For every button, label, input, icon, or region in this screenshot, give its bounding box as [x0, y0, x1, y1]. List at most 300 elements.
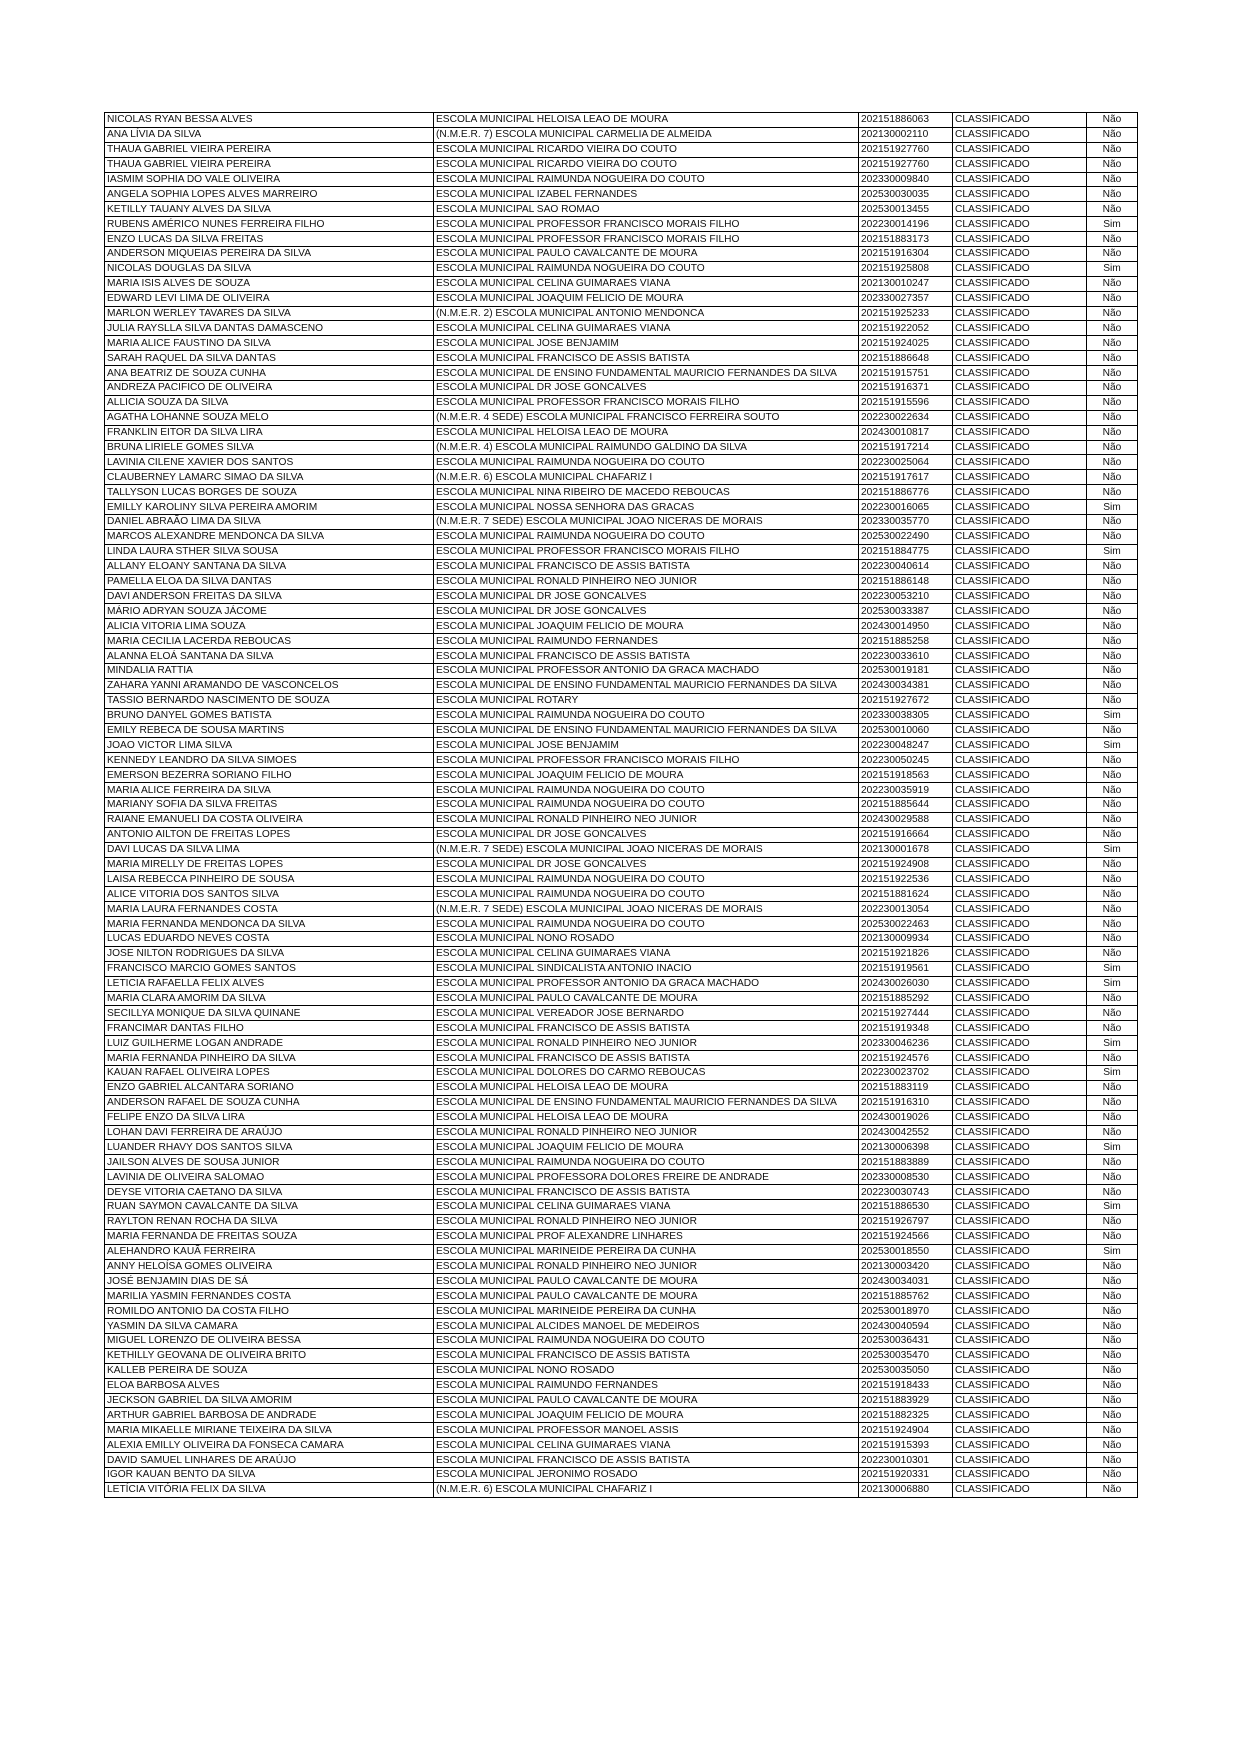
student-name-cell: KAUAN RAFAEL OLIVEIRA LOPES	[105, 1066, 434, 1081]
school-cell: ESCOLA MUNICIPAL DR JOSE GONCALVES	[434, 857, 859, 872]
registration-cell: 202330038305	[859, 708, 953, 723]
flag-cell: Não	[1087, 529, 1138, 544]
flag-cell: Não	[1087, 887, 1138, 902]
flag-cell: Não	[1087, 1393, 1138, 1408]
table-row	[105, 634, 1138, 649]
flag-cell: Não	[1087, 1006, 1138, 1021]
flag-cell: Não	[1087, 485, 1138, 500]
student-name-cell: IGOR KAUAN BENTO DA SILVA	[105, 1468, 434, 1483]
student-name-cell: YASMIN DA SILVA CAMARA	[105, 1319, 434, 1334]
school-cell: ESCOLA MUNICIPAL CELINA GUIMARAES VIANA	[434, 1438, 859, 1453]
status-cell: CLASSIFICADO	[953, 872, 1087, 887]
registration-cell: 202530033387	[859, 604, 953, 619]
status-cell: CLASSIFICADO	[953, 1244, 1087, 1259]
school-cell: (N.M.E.R. 2) ESCOLA MUNICIPAL ANTONIO MENDONCA	[434, 306, 859, 321]
table-row	[105, 917, 1138, 932]
student-name-cell: RAYLTON RENAN ROCHA DA SILVA	[105, 1214, 434, 1229]
student-name-cell: LETICIA RAFAELLA FELIX ALVES	[105, 976, 434, 991]
table-row	[105, 291, 1138, 306]
status-cell: CLASSIFICADO	[953, 455, 1087, 470]
student-name-cell: MARIA ISIS ALVES DE SOUZA	[105, 276, 434, 291]
flag-cell: Não	[1087, 783, 1138, 798]
registration-cell: 202230050245	[859, 753, 953, 768]
table-row	[105, 961, 1138, 976]
flag-cell: Não	[1087, 1423, 1138, 1438]
status-cell: CLASSIFICADO	[953, 500, 1087, 515]
registration-cell: 202530022490	[859, 529, 953, 544]
student-name-cell: MARIA FERNANDA PINHEIRO DA SILVA	[105, 1051, 434, 1066]
status-cell: CLASSIFICADO	[953, 812, 1087, 827]
status-cell: CLASSIFICADO	[953, 1080, 1087, 1095]
registration-cell: 202230033610	[859, 649, 953, 664]
student-name-cell: LAISA REBECCA PINHEIRO DE SOUSA	[105, 872, 434, 887]
flag-cell: Não	[1087, 321, 1138, 336]
flag-cell: Não	[1087, 693, 1138, 708]
student-name-cell: ANGELA SOPHIA LOPES ALVES MARREIRO	[105, 187, 434, 202]
table-row	[105, 1408, 1138, 1423]
registration-cell: 202151924576	[859, 1051, 953, 1066]
flag-cell: Sim	[1087, 1140, 1138, 1155]
status-cell: CLASSIFICADO	[953, 113, 1087, 128]
flag-cell: Não	[1087, 1334, 1138, 1349]
flag-cell: Não	[1087, 366, 1138, 381]
school-cell: ESCOLA MUNICIPAL HELOISA LEAO DE MOURA	[434, 113, 859, 128]
school-cell: (N.M.E.R. 6) ESCOLA MUNICIPAL CHAFARIZ I	[434, 1482, 859, 1497]
school-cell: ESCOLA MUNICIPAL JOAQUIM FELICIO DE MOURA	[434, 1140, 859, 1155]
table-row	[105, 1244, 1138, 1259]
status-cell: CLASSIFICADO	[953, 1036, 1087, 1051]
student-name-cell: BRUNO DANYEL GOMES BATISTA	[105, 708, 434, 723]
table-row	[105, 827, 1138, 842]
flag-cell: Não	[1087, 291, 1138, 306]
flag-cell: Não	[1087, 1378, 1138, 1393]
student-name-cell: EMILLY KAROLINY SILVA PEREIRA AMORIM	[105, 500, 434, 515]
table-row	[105, 529, 1138, 544]
table-row	[105, 1423, 1138, 1438]
status-cell: CLASSIFICADO	[953, 1200, 1087, 1215]
table-row	[105, 753, 1138, 768]
registration-cell: 202151927444	[859, 1006, 953, 1021]
registration-cell: 202530035470	[859, 1348, 953, 1363]
registration-cell: 202151917617	[859, 470, 953, 485]
school-cell: ESCOLA MUNICIPAL RAIMUNDO FERNANDES	[434, 1378, 859, 1393]
flag-cell: Não	[1087, 1274, 1138, 1289]
table-row	[105, 1110, 1138, 1125]
status-cell: CLASSIFICADO	[953, 753, 1087, 768]
table-row	[105, 931, 1138, 946]
registration-cell: 202230013054	[859, 902, 953, 917]
status-cell: CLASSIFICADO	[953, 321, 1087, 336]
flag-cell: Sim	[1087, 738, 1138, 753]
table-row	[105, 708, 1138, 723]
student-name-cell: MÁRIO ADRYAN SOUZA JÁCOME	[105, 604, 434, 619]
flag-cell: Sim	[1087, 708, 1138, 723]
student-name-cell: KETHILLY GEOVANA DE OLIVEIRA BRITO	[105, 1348, 434, 1363]
table-row	[105, 202, 1138, 217]
student-name-cell: IASMIM SOPHIA DO VALE OLIVEIRA	[105, 172, 434, 187]
student-name-cell: DANIEL ABRAÃO LIMA DA SILVA	[105, 515, 434, 530]
school-cell: ESCOLA MUNICIPAL JOSE BENJAMIM	[434, 738, 859, 753]
student-name-cell: MARCOS ALEXANDRE MENDONCA DA SILVA	[105, 529, 434, 544]
flag-cell: Não	[1087, 440, 1138, 455]
school-cell: ESCOLA MUNICIPAL CELINA GUIMARAES VIANA	[434, 276, 859, 291]
status-cell: CLASSIFICADO	[953, 559, 1087, 574]
school-cell: ESCOLA MUNICIPAL PAULO CAVALCANTE DE MOURA	[434, 991, 859, 1006]
status-cell: CLASSIFICADO	[953, 1259, 1087, 1274]
registration-cell: 202430034381	[859, 678, 953, 693]
flag-cell: Não	[1087, 1468, 1138, 1483]
registration-cell: 202151885644	[859, 797, 953, 812]
flag-cell: Não	[1087, 187, 1138, 202]
flag-cell: Não	[1087, 142, 1138, 157]
registration-cell: 202530018550	[859, 1244, 953, 1259]
table-row	[105, 157, 1138, 172]
status-cell: CLASSIFICADO	[953, 797, 1087, 812]
status-cell: CLASSIFICADO	[953, 1170, 1087, 1185]
registration-cell: 202151927760	[859, 157, 953, 172]
table-row	[105, 872, 1138, 887]
school-cell: ESCOLA MUNICIPAL DE ENSINO FUNDAMENTAL MAURICIO FERNANDES DA SILVA	[434, 1095, 859, 1110]
registration-cell: 202151915596	[859, 395, 953, 410]
student-name-cell: BRUNA LIRIELE GOMES SILVA	[105, 440, 434, 455]
table-row	[105, 276, 1138, 291]
table-row	[105, 1378, 1138, 1393]
school-cell: ESCOLA MUNICIPAL RAIMUNDA NOGUEIRA DO COUTO	[434, 172, 859, 187]
registration-cell: 202330009840	[859, 172, 953, 187]
school-cell: ESCOLA MUNICIPAL RICARDO VIEIRA DO COUTO	[434, 157, 859, 172]
table-row	[105, 604, 1138, 619]
registration-cell: 202151927760	[859, 142, 953, 157]
status-cell: CLASSIFICADO	[953, 1334, 1087, 1349]
table-row	[105, 1066, 1138, 1081]
registration-cell: 202430029588	[859, 812, 953, 827]
status-cell: CLASSIFICADO	[953, 1438, 1087, 1453]
registration-cell: 202330008530	[859, 1170, 953, 1185]
school-cell: ESCOLA MUNICIPAL JOAQUIM FELICIO DE MOURA	[434, 291, 859, 306]
table-row	[105, 1036, 1138, 1051]
student-name-cell: MARIA LAURA FERNANDES COSTA	[105, 902, 434, 917]
school-cell: ESCOLA MUNICIPAL PAULO CAVALCANTE DE MOURA	[434, 1289, 859, 1304]
status-cell: CLASSIFICADO	[953, 1319, 1087, 1334]
status-cell: CLASSIFICADO	[953, 217, 1087, 232]
student-name-cell: DAVID SAMUEL LINHARES DE ARAÚJO	[105, 1453, 434, 1468]
flag-cell: Não	[1087, 634, 1138, 649]
flag-cell: Sim	[1087, 1036, 1138, 1051]
status-cell: CLASSIFICADO	[953, 887, 1087, 902]
school-cell: ESCOLA MUNICIPAL DR JOSE GONCALVES	[434, 604, 859, 619]
school-cell: (N.M.E.R. 7 SEDE) ESCOLA MUNICIPAL JOAO NICERAS DE MORAIS	[434, 842, 859, 857]
flag-cell: Não	[1087, 172, 1138, 187]
table-row	[105, 351, 1138, 366]
student-name-cell: NICOLAS RYAN BESSA ALVES	[105, 113, 434, 128]
status-cell: CLASSIFICADO	[953, 1304, 1087, 1319]
school-cell: ESCOLA MUNICIPAL RAIMUNDA NOGUEIRA DO COUTO	[434, 1155, 859, 1170]
table-row	[105, 515, 1138, 530]
flag-cell: Não	[1087, 336, 1138, 351]
registration-cell: 202151885292	[859, 991, 953, 1006]
flag-cell: Não	[1087, 1304, 1138, 1319]
student-name-cell: JECKSON GABRIEL DA SILVA AMORIM	[105, 1393, 434, 1408]
student-name-cell: LAVINIA CILENE XAVIER DOS SANTOS	[105, 455, 434, 470]
status-cell: CLASSIFICADO	[953, 515, 1087, 530]
school-cell: ESCOLA MUNICIPAL PAULO CAVALCANTE DE MOURA	[434, 1393, 859, 1408]
table-row	[105, 812, 1138, 827]
student-name-cell: ZAHARA YANNI ARAMANDO DE VASCONCELOS	[105, 678, 434, 693]
student-name-cell: MARIANY SOFIA DA SILVA FREITAS	[105, 797, 434, 812]
registration-cell: 202330035770	[859, 515, 953, 530]
table-row	[105, 1095, 1138, 1110]
flag-cell: Não	[1087, 812, 1138, 827]
table-row	[105, 127, 1138, 142]
student-name-cell: LAVINIA DE OLIVEIRA SALOMAO	[105, 1170, 434, 1185]
flag-cell: Não	[1087, 827, 1138, 842]
status-cell: CLASSIFICADO	[953, 961, 1087, 976]
table-row	[105, 1453, 1138, 1468]
flag-cell: Não	[1087, 1438, 1138, 1453]
school-cell: ESCOLA MUNICIPAL CELINA GUIMARAES VIANA	[434, 1200, 859, 1215]
student-name-cell: THAUA GABRIEL VIEIRA PEREIRA	[105, 142, 434, 157]
student-name-cell: MARIA FERNANDA DE FREITAS SOUZA	[105, 1229, 434, 1244]
school-cell: ESCOLA MUNICIPAL PROFESSOR MANOEL ASSIS	[434, 1423, 859, 1438]
student-name-cell: ANA BEATRIZ DE SOUZA CUNHA	[105, 366, 434, 381]
school-cell: ESCOLA MUNICIPAL RAIMUNDA NOGUEIRA DO COUTO	[434, 872, 859, 887]
registration-cell: 202151926797	[859, 1214, 953, 1229]
status-cell: CLASSIFICADO	[953, 1348, 1087, 1363]
student-name-cell: KALLEB PEREIRA DE SOUZA	[105, 1363, 434, 1378]
status-cell: CLASSIFICADO	[953, 395, 1087, 410]
student-name-cell: EMERSON BEZERRA SORIANO FILHO	[105, 768, 434, 783]
flag-cell: Não	[1087, 559, 1138, 574]
student-name-cell: MARIA MIKAELLE MIRIANE TEIXEIRA DA SILVA	[105, 1423, 434, 1438]
status-cell: CLASSIFICADO	[953, 663, 1087, 678]
registration-cell: 202530018970	[859, 1304, 953, 1319]
table-row	[105, 440, 1138, 455]
flag-cell: Não	[1087, 917, 1138, 932]
status-cell: CLASSIFICADO	[953, 381, 1087, 396]
flag-cell: Não	[1087, 723, 1138, 738]
table-row	[105, 247, 1138, 262]
flag-cell: Não	[1087, 202, 1138, 217]
flag-cell: Sim	[1087, 1200, 1138, 1215]
school-cell: ESCOLA MUNICIPAL NONO ROSADO	[434, 1363, 859, 1378]
flag-cell: Não	[1087, 946, 1138, 961]
table-body	[105, 113, 1138, 1498]
school-cell: ESCOLA MUNICIPAL CELINA GUIMARAES VIANA	[434, 321, 859, 336]
flag-cell: Não	[1087, 1155, 1138, 1170]
table-row	[105, 1051, 1138, 1066]
status-cell: CLASSIFICADO	[953, 1289, 1087, 1304]
table-row	[105, 1363, 1138, 1378]
table-row	[105, 738, 1138, 753]
school-cell: (N.M.E.R. 7 SEDE) ESCOLA MUNICIPAL JOAO NICERAS DE MORAIS	[434, 902, 859, 917]
student-name-cell: TASSIO BERNARDO NASCIMENTO DE SOUZA	[105, 693, 434, 708]
student-name-cell: MARIA CLARA AMORIM DA SILVA	[105, 991, 434, 1006]
student-name-cell: ALICE VITORIA DOS SANTOS SILVA	[105, 887, 434, 902]
registration-cell: 202151916664	[859, 827, 953, 842]
status-cell: CLASSIFICADO	[953, 291, 1087, 306]
flag-cell: Não	[1087, 113, 1138, 128]
student-name-cell: LUANDER RHAVY DOS SANTOS SILVA	[105, 1140, 434, 1155]
table-row	[105, 797, 1138, 812]
school-cell: (N.M.E.R. 6) ESCOLA MUNICIPAL CHAFARIZ I	[434, 470, 859, 485]
status-cell: CLASSIFICADO	[953, 1274, 1087, 1289]
status-cell: CLASSIFICADO	[953, 336, 1087, 351]
registration-cell: 202530035050	[859, 1363, 953, 1378]
flag-cell: Sim	[1087, 500, 1138, 515]
table-row	[105, 425, 1138, 440]
status-cell: CLASSIFICADO	[953, 1468, 1087, 1483]
status-cell: CLASSIFICADO	[953, 306, 1087, 321]
table-row	[105, 619, 1138, 634]
flag-cell: Não	[1087, 604, 1138, 619]
registration-cell: 202430010817	[859, 425, 953, 440]
flag-cell: Não	[1087, 1170, 1138, 1185]
student-name-cell: KETILLY TAUANY ALVES DA SILVA	[105, 202, 434, 217]
registration-cell: 202151885762	[859, 1289, 953, 1304]
student-name-cell: MARLON WERLEY TAVARES DA SILVA	[105, 306, 434, 321]
status-cell: CLASSIFICADO	[953, 1423, 1087, 1438]
student-name-cell: MARIA FERNANDA MENDONCA DA SILVA	[105, 917, 434, 932]
student-name-cell: JAILSON ALVES DE SOUSA JUNIOR	[105, 1155, 434, 1170]
student-name-cell: AGATHA LOHANNE SOUZA MELO	[105, 410, 434, 425]
registration-cell: 202151925808	[859, 261, 953, 276]
flag-cell: Não	[1087, 157, 1138, 172]
status-cell: CLASSIFICADO	[953, 738, 1087, 753]
flag-cell: Não	[1087, 589, 1138, 604]
registration-cell: 202430042552	[859, 1125, 953, 1140]
table-row	[105, 172, 1138, 187]
flag-cell: Não	[1087, 395, 1138, 410]
flag-cell: Não	[1087, 1348, 1138, 1363]
table-row	[105, 1140, 1138, 1155]
school-cell: ESCOLA MUNICIPAL DE ENSINO FUNDAMENTAL MAURICIO FERNANDES DA SILVA	[434, 723, 859, 738]
status-cell: CLASSIFICADO	[953, 1393, 1087, 1408]
student-name-cell: ENZO LUCAS DA SILVA FREITAS	[105, 232, 434, 247]
school-cell: ESCOLA MUNICIPAL SINDICALISTA ANTONIO INACIO	[434, 961, 859, 976]
registration-cell: 202230022634	[859, 410, 953, 425]
student-name-cell: ARTHUR GABRIEL BARBOSA DE ANDRADE	[105, 1408, 434, 1423]
registration-cell: 202151918433	[859, 1378, 953, 1393]
status-cell: CLASSIFICADO	[953, 1066, 1087, 1081]
school-cell: ESCOLA MUNICIPAL RONALD PINHEIRO NEO JUNIOR	[434, 1036, 859, 1051]
status-cell: CLASSIFICADO	[953, 1482, 1087, 1497]
table-row	[105, 1334, 1138, 1349]
table-row	[105, 663, 1138, 678]
registration-cell: 202151924025	[859, 336, 953, 351]
student-name-cell: ALLANY ELOANY SANTANA DA SILVA	[105, 559, 434, 574]
student-name-cell: JOAO VICTOR LIMA SILVA	[105, 738, 434, 753]
registration-cell: 202151917214	[859, 440, 953, 455]
registration-cell: 202330027357	[859, 291, 953, 306]
registration-cell: 202151881624	[859, 887, 953, 902]
table-row	[105, 976, 1138, 991]
school-cell: ESCOLA MUNICIPAL DE ENSINO FUNDAMENTAL MAURICIO FERNANDES DA SILVA	[434, 366, 859, 381]
status-cell: CLASSIFICADO	[953, 187, 1087, 202]
registration-cell: 202330046236	[859, 1036, 953, 1051]
table-row	[105, 1021, 1138, 1036]
registration-cell: 202151884775	[859, 544, 953, 559]
student-name-cell: LOHAN DAVI FERREIRA DE ARAÚJO	[105, 1125, 434, 1140]
school-cell: ESCOLA MUNICIPAL PROFESSOR FRANCISCO MORAIS FILHO	[434, 753, 859, 768]
flag-cell: Não	[1087, 1363, 1138, 1378]
registration-cell: 202151882325	[859, 1408, 953, 1423]
school-cell: ESCOLA MUNICIPAL PAULO CAVALCANTE DE MOURA	[434, 1274, 859, 1289]
status-cell: CLASSIFICADO	[953, 723, 1087, 738]
table-row	[105, 1125, 1138, 1140]
status-cell: CLASSIFICADO	[953, 1110, 1087, 1125]
table-row	[105, 142, 1138, 157]
school-cell: (N.M.E.R. 4) ESCOLA MUNICIPAL RAIMUNDO GALDINO DA SILVA	[434, 440, 859, 455]
status-cell: CLASSIFICADO	[953, 976, 1087, 991]
status-cell: CLASSIFICADO	[953, 410, 1087, 425]
table-row	[105, 1348, 1138, 1363]
school-cell: ESCOLA MUNICIPAL JOAQUIM FELICIO DE MOURA	[434, 768, 859, 783]
student-name-cell: CLAUBERNEY LAMARC SIMAO DA SILVA	[105, 470, 434, 485]
registration-cell: 202151886063	[859, 113, 953, 128]
school-cell: ESCOLA MUNICIPAL RAIMUNDA NOGUEIRA DO COUTO	[434, 783, 859, 798]
school-cell: ESCOLA MUNICIPAL RAIMUNDO FERNANDES	[434, 634, 859, 649]
registration-cell: 202151924908	[859, 857, 953, 872]
flag-cell: Não	[1087, 455, 1138, 470]
status-cell: CLASSIFICADO	[953, 425, 1087, 440]
status-cell: CLASSIFICADO	[953, 1229, 1087, 1244]
flag-cell: Não	[1087, 1214, 1138, 1229]
status-cell: CLASSIFICADO	[953, 768, 1087, 783]
student-name-cell: MARIA ALICE FAUSTINO DA SILVA	[105, 336, 434, 351]
table-row	[105, 946, 1138, 961]
table-row	[105, 1289, 1138, 1304]
student-name-cell: PAMELLA ELOA DA SILVA DANTAS	[105, 574, 434, 589]
status-cell: CLASSIFICADO	[953, 440, 1087, 455]
school-cell: ESCOLA MUNICIPAL RAIMUNDA NOGUEIRA DO COUTO	[434, 529, 859, 544]
status-cell: CLASSIFICADO	[953, 1155, 1087, 1170]
registration-cell: 202230010301	[859, 1453, 953, 1468]
flag-cell: Não	[1087, 351, 1138, 366]
status-cell: CLASSIFICADO	[953, 1021, 1087, 1036]
status-cell: CLASSIFICADO	[953, 991, 1087, 1006]
flag-cell: Não	[1087, 1259, 1138, 1274]
flag-cell: Não	[1087, 574, 1138, 589]
table-row	[105, 1006, 1138, 1021]
registration-cell: 202151883889	[859, 1155, 953, 1170]
student-name-cell: ALANNA ELOÁ SANTANA DA SILVA	[105, 649, 434, 664]
table-row	[105, 1229, 1138, 1244]
student-name-cell: MIGUEL LORENZO DE OLIVEIRA BESSA	[105, 1334, 434, 1349]
student-name-cell: THAUA GABRIEL VIEIRA PEREIRA	[105, 157, 434, 172]
table-row	[105, 768, 1138, 783]
flag-cell: Não	[1087, 381, 1138, 396]
school-cell: ESCOLA MUNICIPAL RONALD PINHEIRO NEO JUNIOR	[434, 1259, 859, 1274]
school-cell: ESCOLA MUNICIPAL PROFESSOR ANTONIO DA GRACA MACHADO	[434, 663, 859, 678]
flag-cell: Não	[1087, 1453, 1138, 1468]
school-cell: ESCOLA MUNICIPAL JOSE BENJAMIM	[434, 336, 859, 351]
flag-cell: Não	[1087, 127, 1138, 142]
student-name-cell: ANDERSON MIQUEIAS PEREIRA DA SILVA	[105, 247, 434, 262]
status-cell: CLASSIFICADO	[953, 827, 1087, 842]
registration-cell: 202151922052	[859, 321, 953, 336]
school-cell: ESCOLA MUNICIPAL PROFESSOR FRANCISCO MORAIS FILHO	[434, 232, 859, 247]
status-cell: CLASSIFICADO	[953, 1453, 1087, 1468]
table-row	[105, 1185, 1138, 1200]
registration-cell: 202151919348	[859, 1021, 953, 1036]
registration-cell: 202151883929	[859, 1393, 953, 1408]
registration-cell: 202230048247	[859, 738, 953, 753]
table-row	[105, 723, 1138, 738]
school-cell: ESCOLA MUNICIPAL PROFESSOR ANTONIO DA GRACA MACHADO	[434, 976, 859, 991]
registration-cell: 202130006398	[859, 1140, 953, 1155]
status-cell: CLASSIFICADO	[953, 649, 1087, 664]
flag-cell: Não	[1087, 663, 1138, 678]
